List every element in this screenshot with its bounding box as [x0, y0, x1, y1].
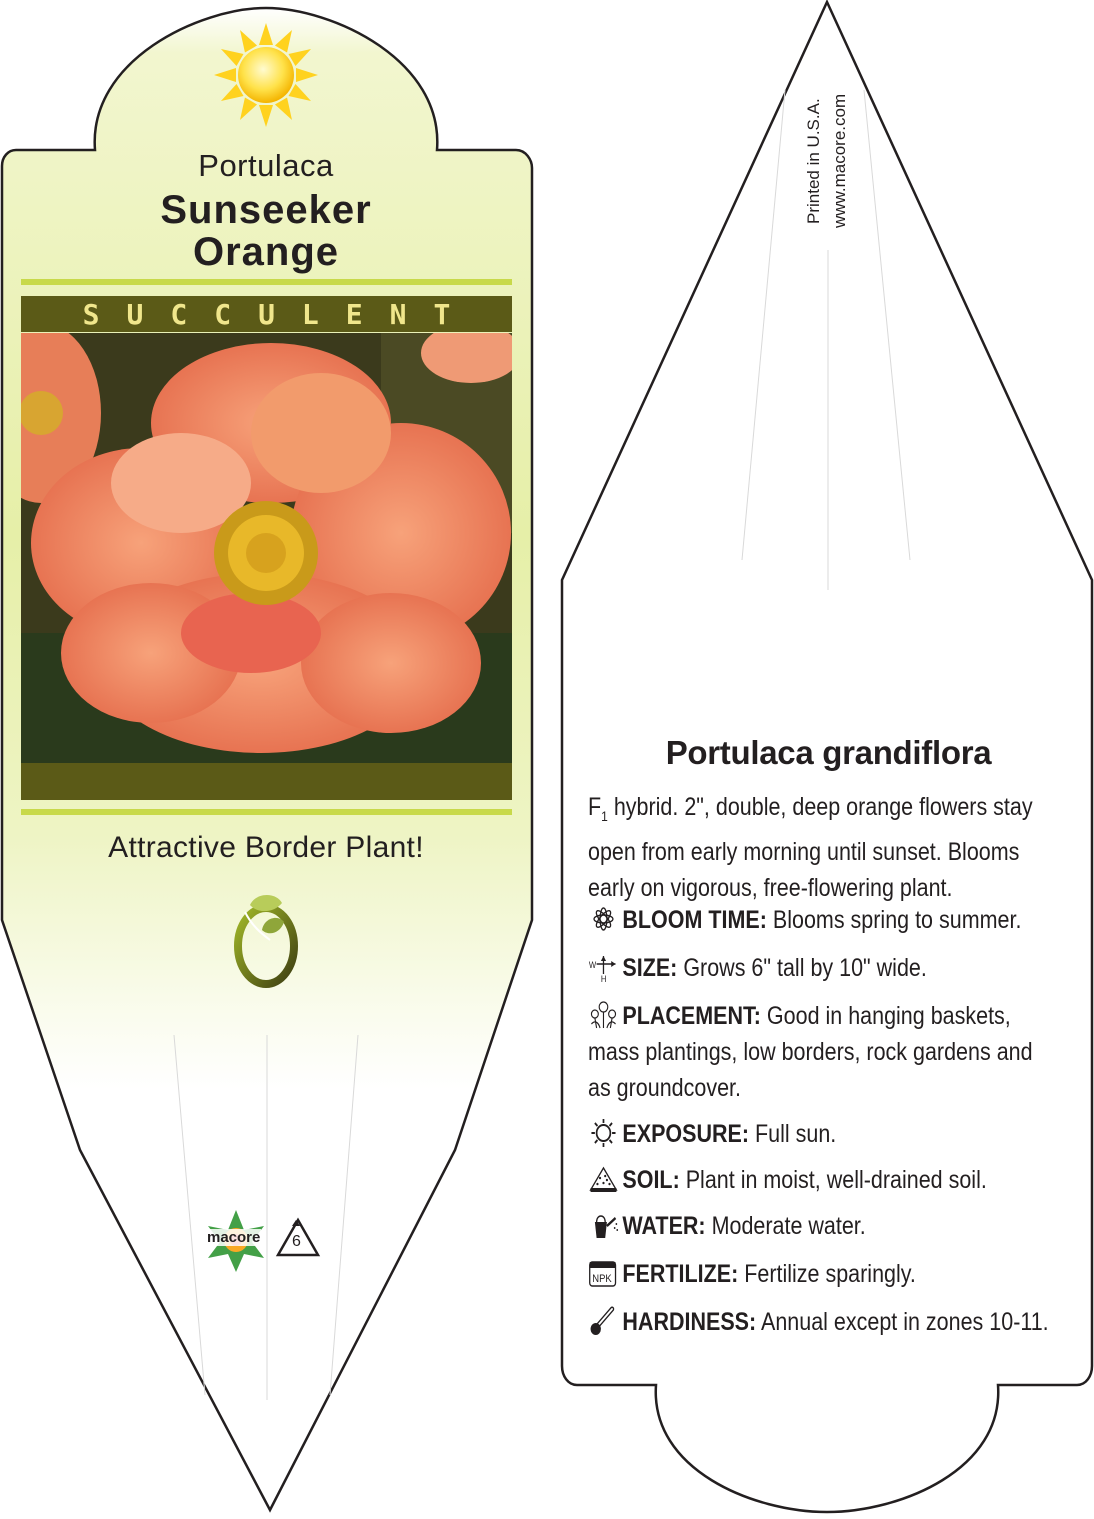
- recycle-code: 6: [292, 1233, 301, 1250]
- description: [588, 789, 1048, 906]
- care-fertilize: [588, 1256, 1052, 1292]
- care-text: Moderate water.: [705, 1212, 866, 1240]
- care-placement: [588, 998, 1052, 1106]
- care-text: Blooms spring to summer.: [766, 906, 1022, 934]
- care-text: Fertilize sparingly.: [738, 1260, 916, 1288]
- care-label: WATER:: [622, 1212, 706, 1240]
- size-w-letter: W: [588, 959, 597, 971]
- tagline: Attractive Border Plant!: [108, 831, 424, 864]
- npk-text: NPK: [592, 1273, 612, 1286]
- category-label: SUCCULENT: [82, 298, 478, 331]
- description-text: hybrid. 2", double, deep orange flowers stay open from early morning until sunset. Blooms early on vigorous, free-flowering plant.: [588, 793, 1033, 902]
- plants-icon: [588, 1000, 619, 1030]
- variety-name-line1: Sunseeker: [160, 188, 372, 232]
- npk-icon: [588, 1258, 619, 1288]
- description-subscript: 1: [601, 808, 608, 824]
- genus-name: Portulaca: [198, 148, 334, 183]
- care-label: SOIL:: [622, 1166, 680, 1194]
- species-name: Portulaca grandiflora: [665, 734, 992, 771]
- care-text: Plant in moist, well-drained soil.: [679, 1166, 987, 1194]
- care-label: SIZE:: [622, 954, 678, 982]
- care-label: HARDINESS:: [622, 1308, 757, 1336]
- care-text: Annual except in zones 10-11.: [756, 1308, 1049, 1336]
- flower-photo: [21, 333, 512, 763]
- size-h-letter: H: [600, 973, 607, 982]
- watering-can-icon: [588, 1210, 619, 1240]
- description-prefix: F: [588, 793, 602, 821]
- care-water: [588, 1208, 1052, 1244]
- flower-icon: [588, 904, 619, 934]
- printed-in-usa: Printed in U.S.A.: [804, 98, 823, 224]
- sun-outline-icon: [588, 1118, 619, 1148]
- care-label: EXPOSURE:: [622, 1120, 750, 1148]
- size-arrows-icon: [588, 952, 619, 982]
- soil-icon: [588, 1164, 619, 1194]
- thermometer-icon: [588, 1306, 619, 1336]
- care-bloom-time: [588, 902, 1052, 938]
- care-label: FERTILIZE:: [622, 1260, 739, 1288]
- care-label: BLOOM TIME:: [622, 906, 767, 934]
- care-exposure: [588, 1116, 1052, 1152]
- variety-name-line2: Orange: [192, 230, 340, 274]
- macore-logo-text: macore: [207, 1229, 261, 1246]
- care-size: [588, 950, 1052, 986]
- care-text: Good in hanging baskets, mass plantings, low borders, rock gardens and as groundcover.: [588, 1002, 1033, 1102]
- bottom-band: [21, 763, 512, 800]
- care-text: Grows 6" tall by 10" wide.: [677, 954, 927, 982]
- website-url: www.macore.com: [830, 93, 849, 228]
- care-label: PLACEMENT:: [622, 1002, 761, 1030]
- care-soil: [588, 1162, 1052, 1198]
- care-text: Full sun.: [749, 1120, 837, 1148]
- care-hardiness: [588, 1304, 1052, 1340]
